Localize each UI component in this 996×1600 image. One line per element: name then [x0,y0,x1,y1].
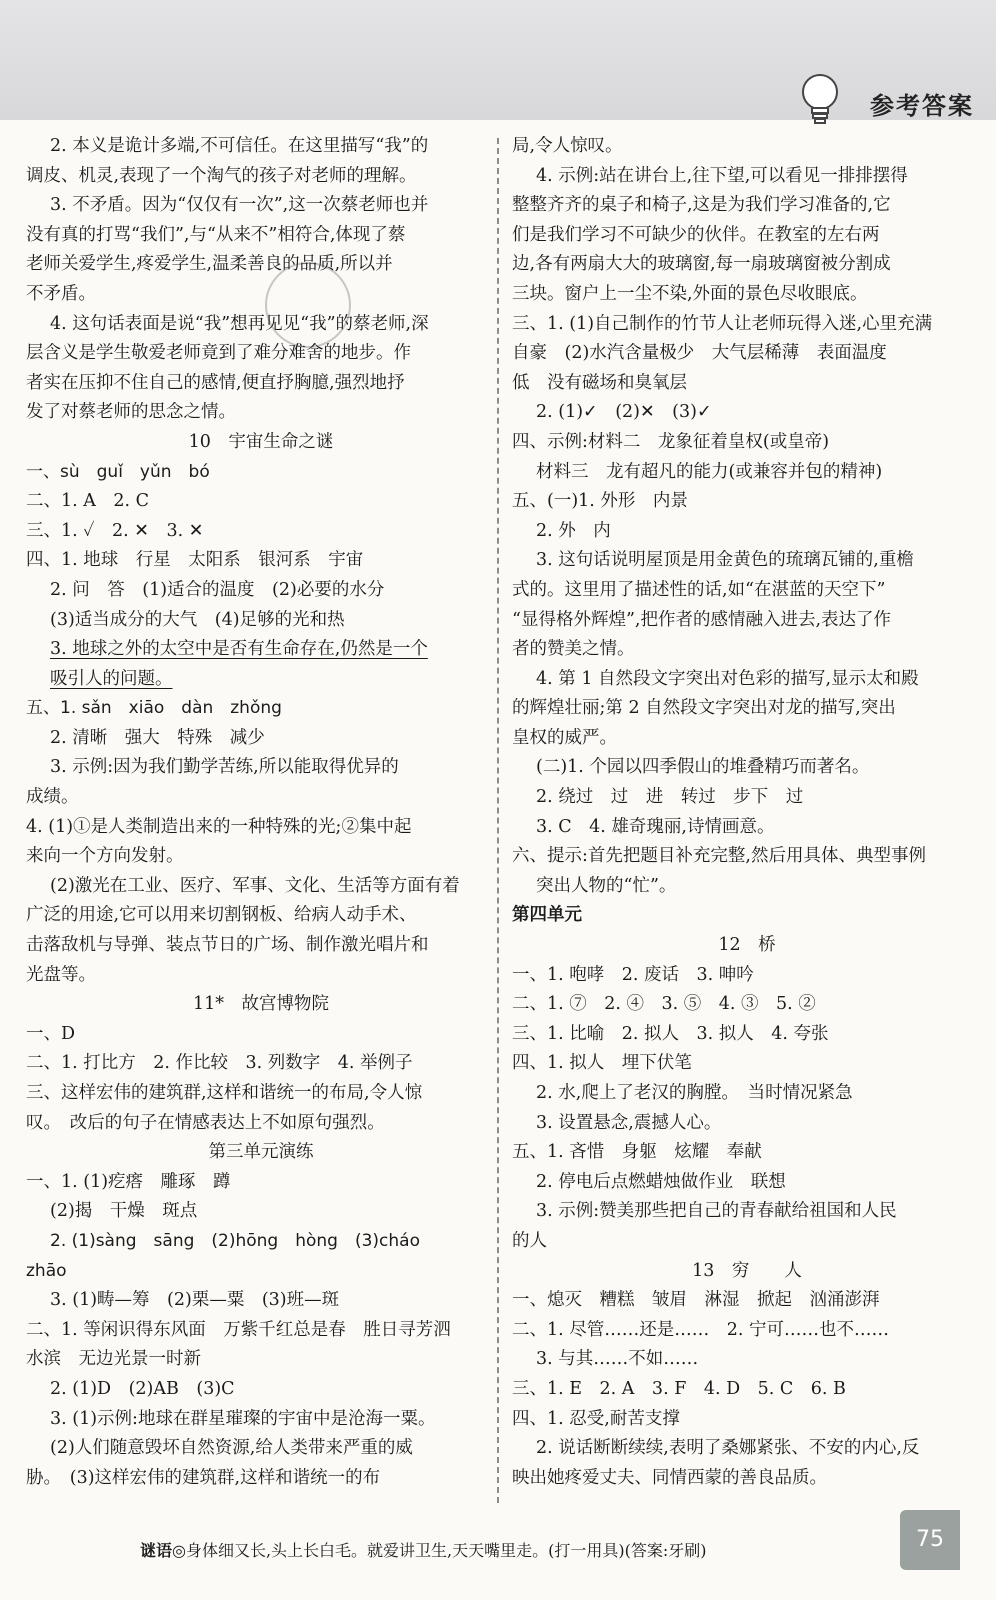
answer-line: 老师关爱学生,疼爱学生,温柔善良的品质,所以并 [26,254,393,275]
answer-line: (3)适当成分的大气 (4)足够的光和热 [50,609,345,630]
answer-line: 没有真的打骂“我们”,与“从来不”相符合,体现了蔡 [26,224,406,245]
answer-line: 材料三 龙有超凡的能力(或兼容并包的精神) [536,461,883,482]
answer-line: 13 穷 人 [692,1260,802,1281]
answer-line: 皇权的威严。 [512,727,617,748]
answer-line: 叹。 改后的句子在情感表达上不如原句强烈。 [26,1112,385,1133]
answer-line: 发了对蔡老师的思念之情。 [26,402,236,423]
answer-line: 二、1. 等闲识得东风面 万紫千红总是春 胜日寻芳泗 [26,1319,451,1340]
answer-line: 的人 [512,1230,547,1251]
right-column [512,132,982,1493]
answer-line: 2. 外 内 [536,520,611,541]
answer-line: 四、1. 拟人 埋下伏笔 [512,1053,692,1074]
answer-line: 来向一个方向发射。 [26,846,184,867]
answer-line: 4. 示例:站在讲台上,往下望,可以看见一排排摆得 [536,165,908,186]
answer-line: (2)激光在工业、医疗、军事、文化、生活等方面有着 [50,875,460,896]
answer-line: (2)人们随意毁坏自然资源,给人类带来严重的威 [50,1438,413,1459]
answer-line: 整整齐齐的桌子和椅子,这是为我们学习准备的,它 [512,195,891,216]
page-title: 参考答案 [870,92,974,120]
answer-line: 4. 这句话表面是说“我”想再见见“我”的蔡老师,深 [50,313,429,334]
column-divider [497,138,499,1503]
answer-line: 12 桥 [718,935,776,956]
answer-line: 击落敌机与导弹、装点节日的广场、制作激光唱片和 [26,935,429,956]
answer-line: 4. 第 1 自然段文字突出对色彩的描写,显示太和殿 [536,668,919,689]
page-number: 75 [900,1510,960,1570]
answer-line: 胁。 (3)这样宏伟的建筑群,这样和谐统一的布 [26,1467,381,1488]
answer-line: (2)揭 干燥 斑点 [50,1201,198,1222]
answer-line: 3. 与其……不如…… [536,1349,699,1370]
answer-line: 3. 设置悬念,震撼人心。 [536,1112,722,1133]
answer-line: 11* 故宫博物院 [192,994,330,1015]
answer-line: 2. (1)D (2)AB (3)C [50,1378,235,1399]
answer-line: 2. (1)✓ (2)✕ (3)✓ [536,402,712,423]
riddle-label: 谜语◎ [140,1541,186,1560]
answer-line: zhāo [26,1260,67,1281]
answer-line: 2. 绕过 过 进 转过 步下 过 [536,787,804,808]
riddle-text: 身体细又长,头上长白毛。就爱讲卫生,天天嘴里走。(打一用具)(答案:牙刷) [185,1541,707,1560]
answer-line: 3. 这句话说明屋顶是用金黄色的琉璃瓦铺的,重檐 [536,550,914,571]
answer-line: 一、1. (1)疙瘩 雕琢 蹲 [26,1171,231,1192]
answer-line: 式的。这里用了描述性的话,如“在湛蓝的天空下” [512,579,886,600]
answer-line: 光盘等。 [26,964,96,985]
answer-line: 三、1. (1)自己制作的竹节人让老师玩得入迷,心里充满 [512,313,933,334]
answer-line: 3. (1)示例:地球在群星璀璨的宇宙中是沧海一粟。 [50,1408,436,1429]
answer-line: 2. 水,爬上了老汉的胸膛。 当时情况紧急 [536,1083,853,1103]
answer-line: 三、这样宏伟的建筑群,这样和谐统一的布局,令人惊 [26,1083,423,1103]
answer-line: 六、提示:首先把题目补充完整,然后用具体、典型事例 [512,846,926,867]
answer-line: 3. 不矛盾。因为“仅仅有一次”,这一次蔡老师也并 [50,195,429,216]
lightbulb-icon [800,72,840,128]
answer-line: 吸引人的问题。 [50,668,173,689]
page-header [0,0,996,120]
answer-line: (二)1. 个园以四季假山的堆叠精巧而著名。 [536,757,870,778]
answer-line: 2. 本义是诡计多端,不可信任。在这里描写“我”的 [50,136,429,156]
answer-line: 二、1. 尽管……还是…… 2. 宁可……也不…… [512,1319,890,1340]
answer-line: 三、1. ✓ 2. ✕ 3. ✕ [26,520,204,541]
answer-line: 一、1. 咆哮 2. 废话 3. 呻吟 [512,964,754,985]
answer-line: 三、1. E 2. A 3. F 4. D 5. C 6. B [512,1378,846,1399]
answer-line: 者的赞美之情。 [512,639,635,660]
answer-line: 自豪 (2)水汽含量极少 大气层稀薄 表面温度 [512,343,887,364]
answer-line: 二、1. ⑦ 2. ④ 3. ⑤ 4. ③ 5. ② [512,994,816,1015]
answer-line: 三、1. 比喻 2. 拟人 3. 拟人 4. 夸张 [512,1023,829,1044]
answer-line: 们是我们学习不可缺少的伙伴。在教室的左右两 [512,224,880,245]
answer-line: 四、1. 忍受,耐苦支撑 [512,1408,680,1429]
answer-line: 二、1. 打比方 2. 作比较 3. 列数字 4. 举例子 [26,1053,413,1074]
answer-line: 10 宇宙生命之谜 [188,431,334,452]
answer-line: 二、1. A 2. C [26,491,150,512]
answer-line: 2. 停电后点燃蜡烛做作业 联想 [536,1171,786,1192]
answer-line: 的辉煌壮丽;第 2 自然段文字突出对龙的描写,突出 [512,698,896,719]
answer-line: 一、D [26,1023,76,1044]
answer-line: 3. (1)畴—筹 (2)栗—粟 (3)班—斑 [50,1290,340,1311]
answer-line: 五、1. sǎn xiāo dàn zhǒng [26,698,282,719]
answer-line: “显得格外辉煌”,把作者的感情融入进去,表达了作 [512,609,892,630]
answer-line: 三块。窗户上一尘不染,外面的景色尽收眼底。 [512,283,868,304]
answer-line: 突出人物的“忙”。 [536,875,677,896]
answer-line: 五、(一)1. 外形 内景 [512,491,688,512]
answer-line: 四、1. 地球 行星 太阳系 银河系 宇宙 [26,550,364,571]
answer-line: 2. 说话断断续续,表明了桑娜紧张、不安的内心,反 [536,1438,920,1459]
answer-line: 成绩。 [26,787,79,808]
answer-line: 2. 问 答 (1)适合的温度 (2)必要的水分 [50,579,385,600]
answer-line: 2. 清晰 强大 特殊 减少 [50,727,265,748]
answer-line: 第四单元 [512,905,582,926]
left-column [26,132,496,1493]
answer-line: 者实在压抑不住自己的感情,便直抒胸臆,强烈地抒 [26,372,405,393]
answer-line: 3. C 4. 雄奇瑰丽,诗情画意。 [536,816,775,837]
footer-riddle [140,1538,707,1561]
answer-line: 映出她疼爱丈夫、同情西蒙的善良品质。 [512,1467,827,1488]
answer-line: 4. (1)①是人类制造出来的一种特殊的光;②集中起 [26,816,412,837]
answer-line: 3. 示例:赞美那些把自己的青春献给祖国和人民 [536,1201,897,1222]
answer-line: 广泛的用途,它可以用来切割钢板、给病人动手术、 [26,905,417,926]
answer-line: 水滨 无边光景一时新 [26,1349,201,1370]
answer-line: 局,令人惊叹。 [512,136,623,156]
answer-line: 3. 示例:因为我们勤学苦练,所以能取得优异的 [50,757,399,778]
answer-line: 层含义是学生敬爱老师竟到了难分难舍的地步。作 [26,343,411,364]
answer-line: 一、熄灭 糟糕 皱眉 淋湿 掀起 汹涌澎湃 [512,1290,880,1311]
answer-line: 五、1. 吝惜 身躯 炫耀 奉献 [512,1142,762,1163]
answer-line: 低 没有磁场和臭氧层 [512,372,687,393]
answer-line: 四、示例:材料二 龙象征着皇权(或皇帝) [512,431,830,452]
answer-line: 调皮、机灵,表现了一个淘气的孩子对老师的理解。 [26,165,417,186]
answer-line: 2. (1)sàng sāng (2)hōng hòng (3)cháo [50,1230,420,1251]
answer-line: 第三单元演练 [208,1142,314,1163]
answer-line: 3. 地球之外的太空中是否有生命存在,仍然是一个 [50,639,428,660]
answer-line: 不矛盾。 [26,283,96,304]
answer-line: 边,各有两扇大大的玻璃窗,每一扇玻璃窗被分割成 [512,254,891,275]
answer-line: 一、sù guǐ yǔn bó [26,461,210,482]
